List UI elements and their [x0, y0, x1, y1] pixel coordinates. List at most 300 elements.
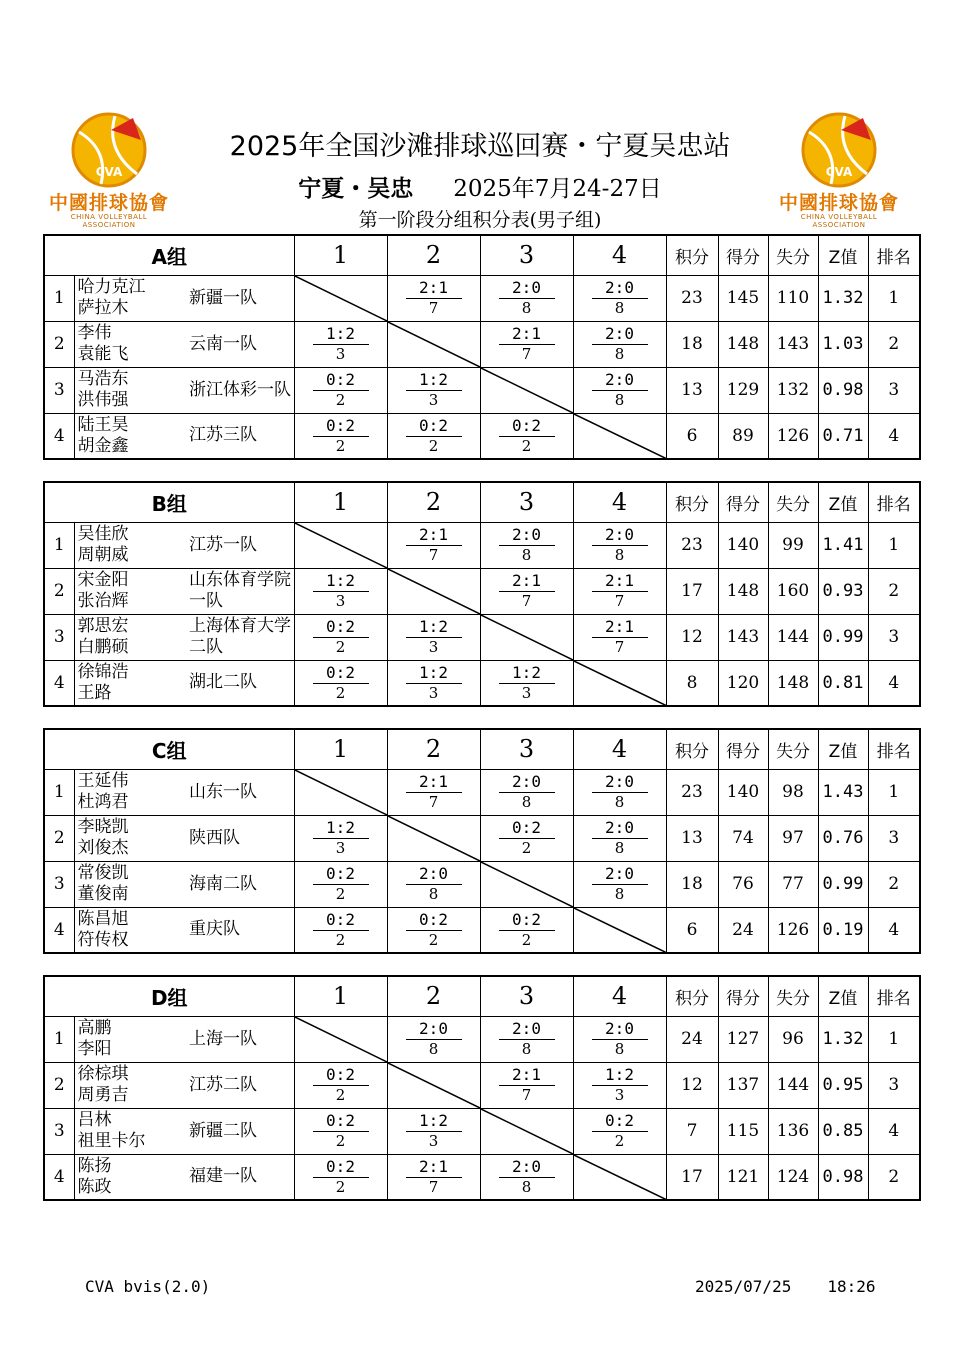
player-2: 祖里卡尔 [77, 1131, 146, 1151]
set-score: 2:0 [592, 325, 648, 345]
set-score: 0:2 [313, 911, 369, 931]
diagonal-line [481, 615, 573, 660]
set-score: 2:1 [499, 325, 555, 345]
team-row [44, 1154, 920, 1200]
match-result-cell [573, 614, 666, 660]
match-points: 8 [614, 546, 625, 564]
set-score: 0:2 [313, 865, 369, 885]
team-z: 0.95 [818, 1062, 868, 1108]
set-score: 1:2 [313, 572, 369, 592]
team-seed: 1 [44, 275, 74, 321]
player-2: 李阳 [77, 1039, 112, 1059]
team-name: 湖北二队 [189, 660, 294, 706]
match-score [406, 773, 462, 811]
z-column-header: Z值 [818, 729, 868, 769]
player-1: 高鹏 [77, 1018, 112, 1038]
match-score [499, 1066, 555, 1104]
match-score [313, 865, 369, 903]
diagonal-line [295, 523, 387, 568]
match-score [406, 618, 462, 656]
team-conceded: 110 [768, 275, 818, 321]
team-rank: 3 [868, 1062, 920, 1108]
match-score [313, 1158, 369, 1196]
team-row [44, 568, 920, 614]
team-name: 山东一队 [189, 769, 294, 815]
match-score [406, 1158, 462, 1196]
match-points: 8 [428, 1040, 439, 1058]
player-2: 杜鸿君 [77, 792, 129, 812]
self-match-cell [387, 321, 480, 367]
set-score: 2:0 [406, 1020, 462, 1040]
team-scored: 127 [718, 1016, 768, 1062]
team-points: 6 [666, 907, 718, 953]
team-conceded: 136 [768, 1108, 818, 1154]
cva-badge-text: CVA [95, 165, 123, 179]
team-name: 新疆一队 [189, 275, 294, 321]
team-points: 12 [666, 614, 718, 660]
player-2: 白鹏硕 [77, 637, 129, 657]
team-z: 1.43 [818, 769, 868, 815]
player-names [74, 660, 189, 706]
team-name: 重庆队 [189, 907, 294, 953]
match-score [406, 279, 462, 317]
stage-title: 第一阶段分组积分表(男子组) [358, 209, 602, 231]
match-points: 3 [428, 391, 439, 409]
set-score: 1:2 [313, 819, 369, 839]
match-score [592, 865, 648, 903]
match-points: 7 [428, 299, 439, 317]
self-match-cell [294, 275, 387, 321]
match-score [499, 664, 555, 702]
group-name: C组 [44, 729, 294, 769]
self-match-cell [387, 568, 480, 614]
team-name: 江苏二队 [189, 1062, 294, 1108]
match-result-cell [480, 1154, 573, 1200]
diagonal-line [295, 276, 387, 321]
match-points: 2 [428, 436, 439, 455]
opponent-column-header: 4 [573, 482, 666, 522]
set-score: 2:0 [499, 279, 555, 299]
team-z: 0.93 [818, 568, 868, 614]
self-match-cell [387, 1062, 480, 1108]
match-points: 8 [521, 546, 532, 564]
team-scored: 129 [718, 367, 768, 413]
player-1: 陆王昊 [77, 414, 129, 435]
team-rank: 4 [868, 1108, 920, 1154]
team-conceded: 148 [768, 660, 818, 706]
match-score [499, 417, 555, 455]
player-2: 胡金鑫 [77, 435, 129, 456]
team-rank: 4 [868, 907, 920, 953]
team-row [44, 1108, 920, 1154]
group-header-row [44, 976, 920, 1016]
match-points: 2 [335, 683, 346, 702]
team-rank: 2 [868, 1154, 920, 1200]
set-score: 2:0 [592, 279, 648, 299]
points-column-header: 积分 [666, 976, 718, 1016]
self-match-cell [573, 413, 666, 459]
group-name: A组 [44, 235, 294, 275]
player-2: 张治辉 [77, 591, 129, 611]
team-scored: 137 [718, 1062, 768, 1108]
match-points: 3 [428, 683, 439, 702]
match-score [592, 618, 648, 656]
set-score: 0:2 [406, 911, 462, 931]
set-score: 0:2 [499, 417, 555, 437]
match-result-cell [387, 1108, 480, 1154]
diagonal-line [574, 414, 666, 459]
team-conceded: 96 [768, 1016, 818, 1062]
team-scored: 120 [718, 660, 768, 706]
team-row [44, 367, 920, 413]
team-points: 18 [666, 321, 718, 367]
self-match-cell [294, 522, 387, 568]
rank-column-header: 排名 [868, 729, 920, 769]
footer-time: 18:26 [827, 1277, 876, 1296]
team-seed: 3 [44, 1108, 74, 1154]
team-scored: 143 [718, 614, 768, 660]
player-names [74, 1108, 189, 1154]
player-1: 陈扬 [77, 1155, 112, 1176]
team-z: 0.99 [818, 861, 868, 907]
team-name: 云南一队 [189, 321, 294, 367]
player-1: 哈力克江 [77, 277, 146, 297]
match-points: 8 [521, 1040, 532, 1058]
diagonal-line [295, 770, 387, 815]
team-points: 17 [666, 568, 718, 614]
player-2: 董俊南 [77, 884, 129, 904]
team-conceded: 97 [768, 815, 818, 861]
match-points: 7 [521, 1086, 532, 1104]
match-score [592, 1112, 648, 1150]
match-score [592, 1020, 648, 1058]
set-score: 0:2 [313, 417, 369, 437]
team-rank: 2 [868, 861, 920, 907]
match-score [406, 911, 462, 949]
self-match-cell [294, 769, 387, 815]
match-score [313, 911, 369, 949]
cva-badge-text: CVA [825, 165, 853, 179]
match-score [592, 325, 648, 363]
set-score: 2:1 [406, 773, 462, 793]
match-score [592, 1066, 648, 1104]
opponent-column-header: 3 [480, 482, 573, 522]
match-score [313, 325, 369, 363]
match-result-cell [387, 1154, 480, 1200]
team-scored: 121 [718, 1154, 768, 1200]
self-match-cell [573, 907, 666, 953]
team-z: 0.81 [818, 660, 868, 706]
set-score: 0:2 [313, 371, 369, 391]
match-result-cell [387, 907, 480, 953]
logo-text: 中國排球協會 [778, 192, 899, 214]
set-score: 1:2 [592, 1066, 648, 1086]
team-row [44, 815, 920, 861]
match-score [406, 664, 462, 702]
set-score: 2:1 [406, 279, 462, 299]
conceded-column-header: 失分 [768, 976, 818, 1016]
team-conceded: 143 [768, 321, 818, 367]
match-points: 8 [521, 793, 532, 811]
match-result-cell [573, 861, 666, 907]
team-z: 0.98 [818, 367, 868, 413]
team-row [44, 861, 920, 907]
match-score [499, 1020, 555, 1058]
match-points: 8 [614, 391, 625, 409]
scored-column-header: 得分 [718, 976, 768, 1016]
match-result-cell [294, 660, 387, 706]
set-score: 1:2 [406, 371, 462, 391]
match-result-cell [387, 861, 480, 907]
group-header-row [44, 482, 920, 522]
match-result-cell [480, 1016, 573, 1062]
team-name: 浙江体彩一队 [189, 367, 294, 413]
group-table [43, 728, 921, 954]
scored-column-header: 得分 [718, 235, 768, 275]
team-z: 0.71 [818, 413, 868, 459]
match-result-cell [480, 522, 573, 568]
match-score [313, 664, 369, 702]
team-scored: 24 [718, 907, 768, 953]
set-score: 0:2 [313, 1066, 369, 1086]
player-2: 符传权 [77, 929, 129, 950]
team-name: 江苏三队 [189, 413, 294, 459]
match-result-cell [387, 522, 480, 568]
team-seed: 4 [44, 413, 74, 459]
player-2: 周勇吉 [77, 1085, 129, 1105]
match-points: 2 [521, 930, 532, 949]
team-points: 24 [666, 1016, 718, 1062]
match-score [592, 526, 648, 564]
team-conceded: 77 [768, 861, 818, 907]
team-rank: 4 [868, 413, 920, 459]
team-seed: 2 [44, 568, 74, 614]
player-2: 周朝威 [77, 545, 129, 565]
team-points: 13 [666, 367, 718, 413]
team-row [44, 1016, 920, 1062]
player-names [74, 275, 189, 321]
match-points: 7 [428, 793, 439, 811]
player-1: 李晓凯 [77, 817, 129, 837]
z-column-header: Z值 [818, 235, 868, 275]
match-score [313, 819, 369, 857]
team-seed: 1 [44, 522, 74, 568]
match-result-cell [480, 660, 573, 706]
set-score: 1:2 [313, 325, 369, 345]
opponent-column-header: 2 [387, 482, 480, 522]
match-score [406, 1020, 462, 1058]
player-names [74, 1062, 189, 1108]
team-conceded: 124 [768, 1154, 818, 1200]
event-dates: 2025年7月24-27日 [453, 176, 662, 202]
team-name: 上海一队 [189, 1016, 294, 1062]
team-z: 0.85 [818, 1108, 868, 1154]
match-points: 2 [335, 930, 346, 949]
match-points: 2 [335, 1132, 346, 1150]
player-names [74, 413, 189, 459]
team-seed: 3 [44, 614, 74, 660]
team-points: 23 [666, 522, 718, 568]
team-seed: 1 [44, 1016, 74, 1062]
self-match-cell [573, 1154, 666, 1200]
match-result-cell [480, 413, 573, 459]
set-score: 2:1 [499, 1066, 555, 1086]
diagonal-line [481, 1109, 573, 1154]
player-names [74, 1016, 189, 1062]
team-z: 0.98 [818, 1154, 868, 1200]
player-2: 洪伟强 [77, 390, 129, 410]
rank-column-header: 排名 [868, 235, 920, 275]
team-points: 13 [666, 815, 718, 861]
team-rank: 1 [868, 1016, 920, 1062]
diagonal-line [481, 368, 573, 413]
player-1: 李伟 [77, 323, 112, 343]
set-score: 2:0 [592, 819, 648, 839]
match-points: 8 [614, 839, 625, 857]
team-z: 1.41 [818, 522, 868, 568]
set-score: 2:1 [592, 618, 648, 638]
diagonal-line [574, 661, 666, 706]
opponent-column-header: 3 [480, 729, 573, 769]
set-score: 1:2 [499, 664, 555, 684]
team-seed: 2 [44, 815, 74, 861]
match-points: 3 [428, 638, 439, 656]
match-score [313, 1112, 369, 1150]
logo-subtext: CHINA VOLLEYBALL ASSOCIATION [70, 213, 148, 229]
group-name: B组 [44, 482, 294, 522]
self-match-cell [387, 815, 480, 861]
team-rank: 2 [868, 568, 920, 614]
team-seed: 4 [44, 660, 74, 706]
team-seed: 4 [44, 907, 74, 953]
diagonal-line [574, 908, 666, 953]
points-column-header: 积分 [666, 235, 718, 275]
opponent-column-header: 2 [387, 976, 480, 1016]
team-conceded: 99 [768, 522, 818, 568]
team-rank: 3 [868, 614, 920, 660]
team-seed: 1 [44, 769, 74, 815]
set-score: 0:2 [499, 911, 555, 931]
match-points: 2 [428, 930, 439, 949]
team-rank: 4 [868, 660, 920, 706]
match-result-cell [387, 413, 480, 459]
match-points: 8 [521, 1177, 532, 1196]
team-seed: 3 [44, 367, 74, 413]
team-scored: 140 [718, 769, 768, 815]
match-result-cell [387, 660, 480, 706]
match-points: 8 [614, 345, 625, 363]
team-z: 0.99 [818, 614, 868, 660]
match-result-cell [294, 321, 387, 367]
team-rank: 1 [868, 522, 920, 568]
player-1: 吴佳欣 [77, 524, 129, 544]
opponent-column-header: 3 [480, 235, 573, 275]
team-points: 23 [666, 275, 718, 321]
self-match-cell [480, 367, 573, 413]
match-result-cell [573, 522, 666, 568]
team-row [44, 1062, 920, 1108]
team-points: 18 [666, 861, 718, 907]
team-rank: 2 [868, 321, 920, 367]
team-row [44, 321, 920, 367]
team-z: 0.19 [818, 907, 868, 953]
team-z: 0.76 [818, 815, 868, 861]
set-score: 0:2 [592, 1112, 648, 1132]
diagonal-line [388, 569, 480, 614]
player-1: 吕林 [77, 1110, 112, 1130]
match-result-cell [480, 321, 573, 367]
team-conceded: 144 [768, 614, 818, 660]
self-match-cell [480, 1108, 573, 1154]
player-1: 王延伟 [77, 771, 129, 791]
set-score: 0:2 [313, 1112, 369, 1132]
match-score [592, 819, 648, 857]
team-rank: 1 [868, 769, 920, 815]
match-result-cell [480, 907, 573, 953]
player-names [74, 321, 189, 367]
team-scored: 76 [718, 861, 768, 907]
player-names [74, 568, 189, 614]
match-score [499, 279, 555, 317]
match-result-cell [480, 769, 573, 815]
team-z: 1.32 [818, 1016, 868, 1062]
match-score [499, 1158, 555, 1196]
set-score: 2:1 [406, 526, 462, 546]
match-points: 2 [335, 885, 346, 903]
set-score: 2:0 [406, 865, 462, 885]
set-score: 1:2 [406, 1112, 462, 1132]
team-points: 7 [666, 1108, 718, 1154]
match-score [313, 1066, 369, 1104]
team-seed: 2 [44, 321, 74, 367]
team-scored: 74 [718, 815, 768, 861]
group-header-row [44, 729, 920, 769]
match-result-cell [294, 861, 387, 907]
opponent-column-header: 4 [573, 235, 666, 275]
match-result-cell [294, 1108, 387, 1154]
diagonal-line [481, 862, 573, 907]
match-result-cell [480, 1062, 573, 1108]
points-column-header: 积分 [666, 482, 718, 522]
match-result-cell [294, 907, 387, 953]
player-1: 宋金阳 [77, 570, 129, 590]
opponent-column-header: 2 [387, 235, 480, 275]
set-score: 2:1 [499, 572, 555, 592]
group-name: D组 [44, 976, 294, 1016]
match-points: 3 [614, 1086, 625, 1104]
match-score [499, 773, 555, 811]
match-score [499, 911, 555, 949]
set-score: 2:0 [592, 773, 648, 793]
team-seed: 4 [44, 1154, 74, 1200]
diagonal-line [388, 816, 480, 861]
player-2: 萨拉木 [77, 298, 129, 318]
match-points: 8 [614, 793, 625, 811]
player-1: 陈昌旭 [77, 908, 129, 929]
match-points: 3 [335, 592, 346, 610]
group-table [43, 481, 921, 707]
player-2: 刘俊杰 [77, 838, 129, 858]
match-points: 2 [521, 436, 532, 455]
match-result-cell [480, 275, 573, 321]
team-name: 山东体育学院一队 [189, 568, 294, 614]
footer-timestamp [695, 1277, 876, 1296]
player-names [74, 367, 189, 413]
match-points: 3 [521, 683, 532, 702]
set-score: 0:2 [313, 1158, 369, 1178]
match-points: 2 [335, 436, 346, 455]
team-name: 陕西队 [189, 815, 294, 861]
